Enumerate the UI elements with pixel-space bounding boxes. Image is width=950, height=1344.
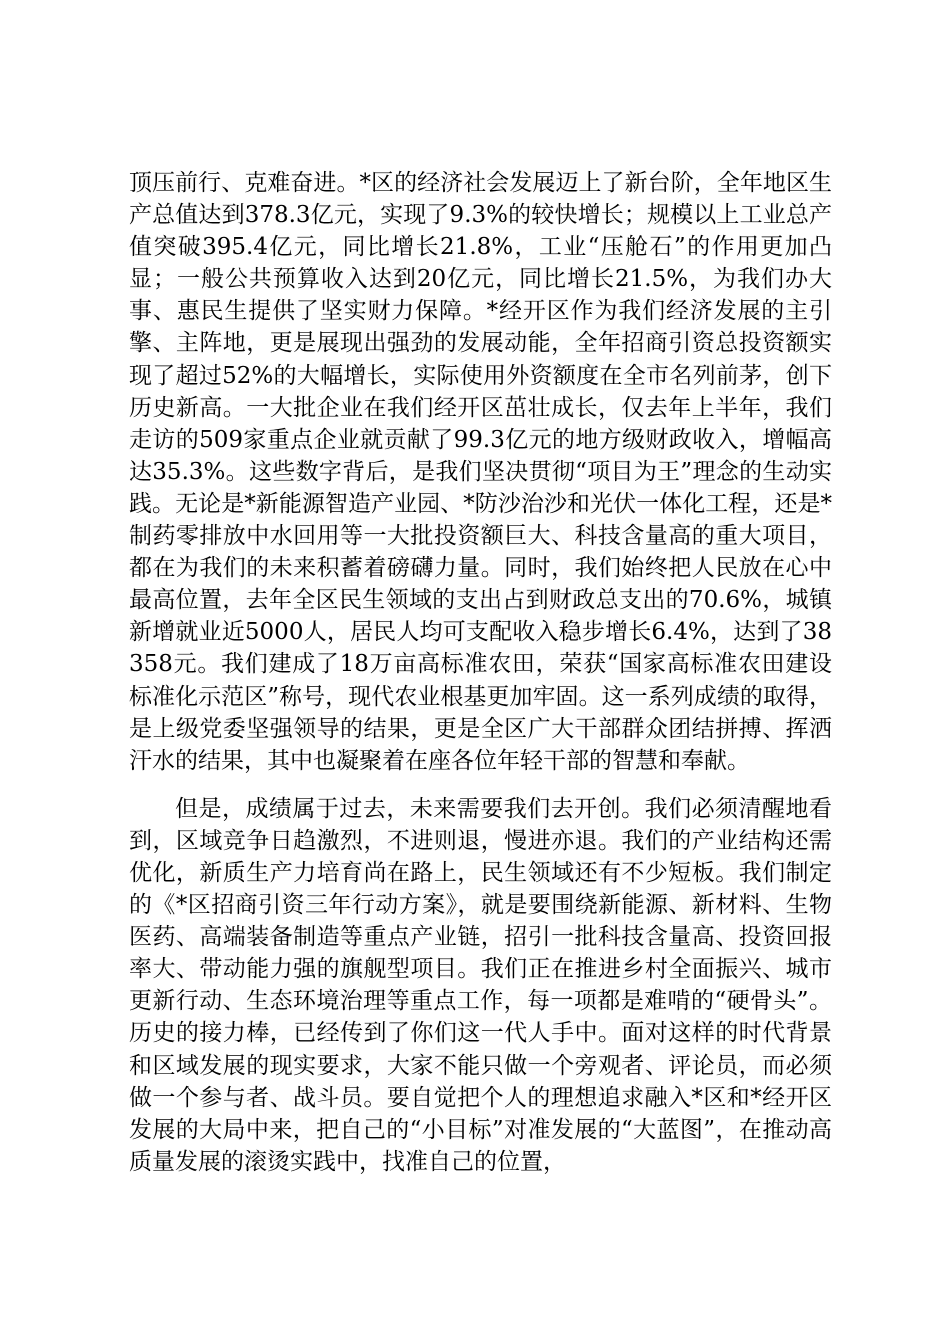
paragraph-achievements: 顶压前行、克难奋进。*区的经济社会发展迈上了新台阶，全年地区生产总值达到378.3亿元，实现了9.3%的较快增长；规模以上工业总产值突破395.4亿元，同比增长21.8%，工业“压舱石”的作用更加凸显；一般公共预算收入达到20亿元，同比增长21.5%，为我们办大事、惠民生提供了坚实财力保障。*经开区作为我们经济发展的主引擎、主阵地，更是展现出强劲的发展动能，全年招商引资总投资额实现了超过52%的大幅增长，实际使用外资额度在全市名列前茅，创下历史新高。一大批企业在我们经开区茁壮成长，仅去年上半年，我们走访的509家重点企业就贡献了99.3亿元的地方级财政收入，增幅高达35.3%。这些数字背后，是我们坚决贯彻“项目为王”理念的生动实践。无论是*新能源智造产业园、*防沙治沙和光伏一体化工程，还是*制药零排放中水回用等一大批投资额巨大、科技含量高的重大项目，都在为我们的未来积蓄着磅礴力量。同时，我们始终把人民放在心中最高位置，去年全区民生领域的支出占到财政总支出的70.6%，城镇新增就业近5000人，居民人均可支配收入稳步增长6.4%，达到了38358元。我们建成了18万亩高标准农田，荣获“国家高标准农田建设标准化示范区”称号，现代农业根基更加牢固。这一系列成绩的取得，是上级党委坚强领导的结果，更是全区广大干部群众团结拼搏、挥洒汗水的结果，其中也凝聚着在座各位年轻干部的智慧和奉献。 [129,170,832,774]
document-body [129,167,832,1178]
paragraph-challenges: 但是，成绩属于过去，未来需要我们去开创。我们必须清醒地看到，区域竞争日趋激烈，不进则退，慢进亦退。我们的产业结构还需优化，新质生产力培育尚在路上，民生领域还有不少短板。我们制定的《*区招商引资三年行动方案》，就是要围绕新能源、新材料、生物医药、高端装备制造等重点产业链，招引一批科技含量高、投资回报率大、带动能力强的旗舰型项目。我们正在推进乡村全面振兴、城市更新行动、生态环境治理等重点工作，每一项都是难啃的“硬骨头”。历史的接力棒，已经传到了你们这一代人手中。面对这样的时代背景和区域发展的现实要求，大家不能只做一个旁观者、评论员，而必须做一个参与者、战斗员。要自觉把个人的理想追求融入*区和*经开区发展的大局中来，把自己的“小目标”对准发展的“大蓝图”，在推动高质量发展的滚烫实践中，找准自己的位置， [129,795,832,1175]
